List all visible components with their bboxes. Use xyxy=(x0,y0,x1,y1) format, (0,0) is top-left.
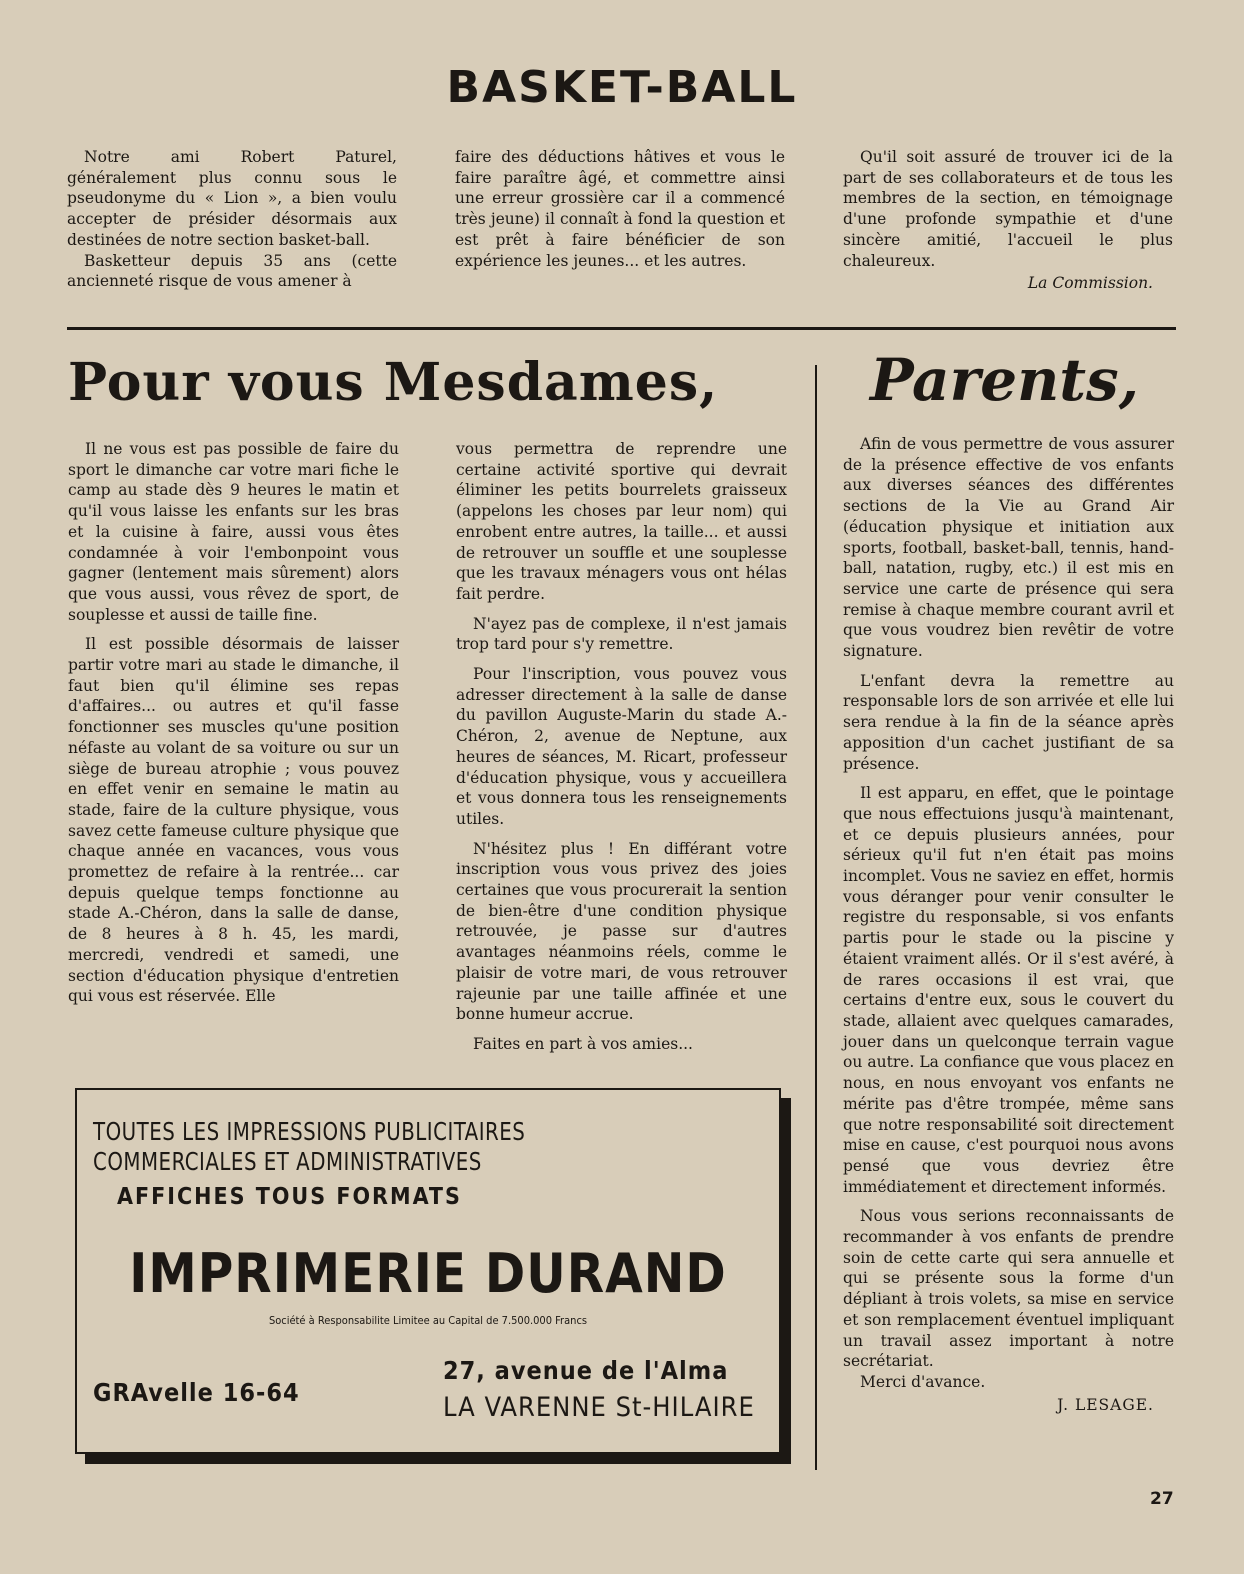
parents-column xyxy=(843,434,1174,1415)
basketball-headline: BASKET-BALL xyxy=(446,62,798,113)
paragraph: Merci d'avance. xyxy=(860,1372,986,1391)
paragraph: Il est apparu, en effet, que le pointage que nous effectuions jusqu'à maintenant, et ce depuis plusieurs années, pour sérieux qu'il fut n'en était pas moins incomplet. Vous ne saviez en effet, hormis vous déranger pour venir consulter le registre du responsable, si vos enfants partis pour le stade ou la piscine y étaient vraiment allés. Or il s'est avéré, à de rares occasions il est vrai, que certains d'entre eux, sous le couvert du stade, allaient avec quelques camarades, jouer dans un quelconque terrain vague ou autre. La confiance que vous placez en nous, en nous envoyant vos enfants ne mérite pas d'être trompée, même sans que notre responsabilité soit directement mise en cause, c'est pourquoi nous avons pensé que vous devriez être immédiatement et directement informés. xyxy=(843,784,1174,1196)
ad-line-3: AFFICHES TOUS FORMATS xyxy=(117,1184,462,1210)
ad-legal-notice: Société à Responsabilite Limitee au Capital de 7.500.000 Francs xyxy=(268,1314,588,1327)
paragraph: vous permettra de reprendre une certaine activité sportive qui devrait éliminer les petits bourrelets graisseux (appelons les choses par leur nom) qui enrobent entre autres, la taille... et aussi de retrouver un souffle et une souplesse que les travaux ménagers vous ont hélas fait perdre. xyxy=(456,440,787,603)
vertical-divider xyxy=(815,365,817,1470)
mesdames-column-1 xyxy=(68,439,399,1007)
paragraph: Il est possible désormais de laisser partir votre mari au stade le dimanche, il faut bien qu'il élimine ses repas d'affaires... ou autres et qu'il fasse fonctionner ses muscles qu'une position néfaste au volant de sa voiture ou sur un siège de bureau atrophie ; vous pouvez en effet venir en semaine le matin au stade, faire de la culture physique, vous savez cette fameuse culture physique que chaque année en vacances, vous vous promettez de refaire à la rentrée... car depuis quelque temps fonctionne au stade A.-Chéron, dans la salle de danse, de 8 heures à 8 h. 45, les mardi, mercredi, vendredi et samedi, une section d'éducation physique d'entretien qui vous est réservée. Elle xyxy=(68,635,399,1006)
paragraph: Afin de vous permettre de vous assurer de la présence effective de vos enfants aux diverses séances des différentes sections de la Vie au Grand Air (éducation physique et initiation aux sports, football, basket-ball, tennis, hand-ball, natation, rugby, etc.) il est mis en service une carte de présence qui sera remise à chaque membre courant avril et que vous voudrez bien revêtir de votre signature. xyxy=(843,435,1174,661)
ad-company-name: IMPRIMERIE DURAND xyxy=(129,1242,727,1305)
ad-phone: GRAvelle 16-64 xyxy=(93,1378,300,1407)
page-number: 27 xyxy=(1150,1489,1174,1509)
basket-column-2 xyxy=(455,147,785,271)
paragraph: N'hésitez plus ! En différant votre inscription vous vous privez des joies certaines que vous procurerait la sention de bien-être d'une condition physique retrouvée, je passe sur d'autres avantages néanmoins réels, comme le plaisir de votre mari, de vous retrouver rajeunie par une taille affinée et une bonne humeur accrue. xyxy=(456,839,787,1024)
ad-address-street: 27, avenue de l'Alma xyxy=(443,1356,729,1385)
paragraph: Qu'il soit assuré de trouver ici de la part de ses collaborateurs et de tous les membres de la section, en témoignage d'une profonde sympathie et d'une sincère amitié, l'accueil le plus chaleureux. xyxy=(843,148,1173,270)
paragraph: faire des déductions hâtives et vous le faire paraître âgé, et commettre ainsi une erreur grossière car il a commencé très jeune) il connaît à fond la question et est prêt à faire bénéficier de son expérience les jeunes... et les autres. xyxy=(455,148,785,270)
parents-title: Parents, xyxy=(870,346,1139,414)
paragraph: Faites en part à vos amies... xyxy=(473,1034,693,1053)
basket-column-3 xyxy=(843,147,1173,294)
paragraph: Il ne vous est pas possible de faire du sport le dimanche car votre mari fiche le camp au stade dès 9 heures le matin et qu'il vous laisse les enfants sur les bras et la cuisine à faire, aussi vous êtes condamnée à voir l'embonpoint vous gagner (lentement mais sûrement) alors que vous aussi, vous rêvez de sport, de souplesse et aussi de taille fine. xyxy=(68,440,399,624)
paragraph: L'enfant devra la remettre au responsable lors de son arrivée et elle lui sera rendue à la fin de la séance après apposition d'un cachet justifiant de sa présence. xyxy=(843,671,1174,773)
paragraph: Notre ami Robert Paturel, généralement plus connu sous le pseudonyme du « Lion », a bien voulu accepter de présider désormais aux destinées de notre section basket-ball. xyxy=(67,148,397,249)
basket-column-1 xyxy=(67,147,397,292)
paragraph: N'ayez pas de complexe, il n'est jamais trop tard pour s'y remettre. xyxy=(456,614,787,654)
mesdames-title: Pour vous Mesdames, xyxy=(68,352,719,413)
mesdames-column-2 xyxy=(456,439,787,1055)
ad-line-1: TOUTES LES IMPRESSIONS PUBLICITAIRES xyxy=(93,1118,526,1147)
paragraph: Pour l'inscription, vous pouvez vous adresser directement à la salle de danse du pavillon Auguste-Marin du stade A.-Chéron, 2, avenue de Neptune, aux heures de séances, M. Ricart, professeur d'éducation physique, vous y accueillera et vous donnera tous les renseignements utiles. xyxy=(456,665,787,828)
paragraph: Nous vous serions reconnaissants de recommander à vos enfants de prendre soin de cette carte qui sera annuelle et qui se présente sous la forme d'un dépliant à trois volets, sa mise en service et son remplacement éventuel impliquant un travail assez important à notre secrétariat. xyxy=(843,1207,1174,1371)
paragraph: Basketteur depuis 35 ans (cette ancienneté risque de vous amener à xyxy=(67,251,397,291)
horizontal-divider xyxy=(67,327,1176,330)
basket-signature: La Commission. xyxy=(1027,274,1153,293)
ad-address-town: LA VARENNE St-HILAIRE xyxy=(443,1392,755,1423)
parents-signature: J. LESAGE. xyxy=(1057,1395,1154,1414)
printer-advertisement xyxy=(75,1088,781,1454)
ad-line-2: COMMERCIALES ET ADMINISTRATIVES xyxy=(93,1148,482,1177)
